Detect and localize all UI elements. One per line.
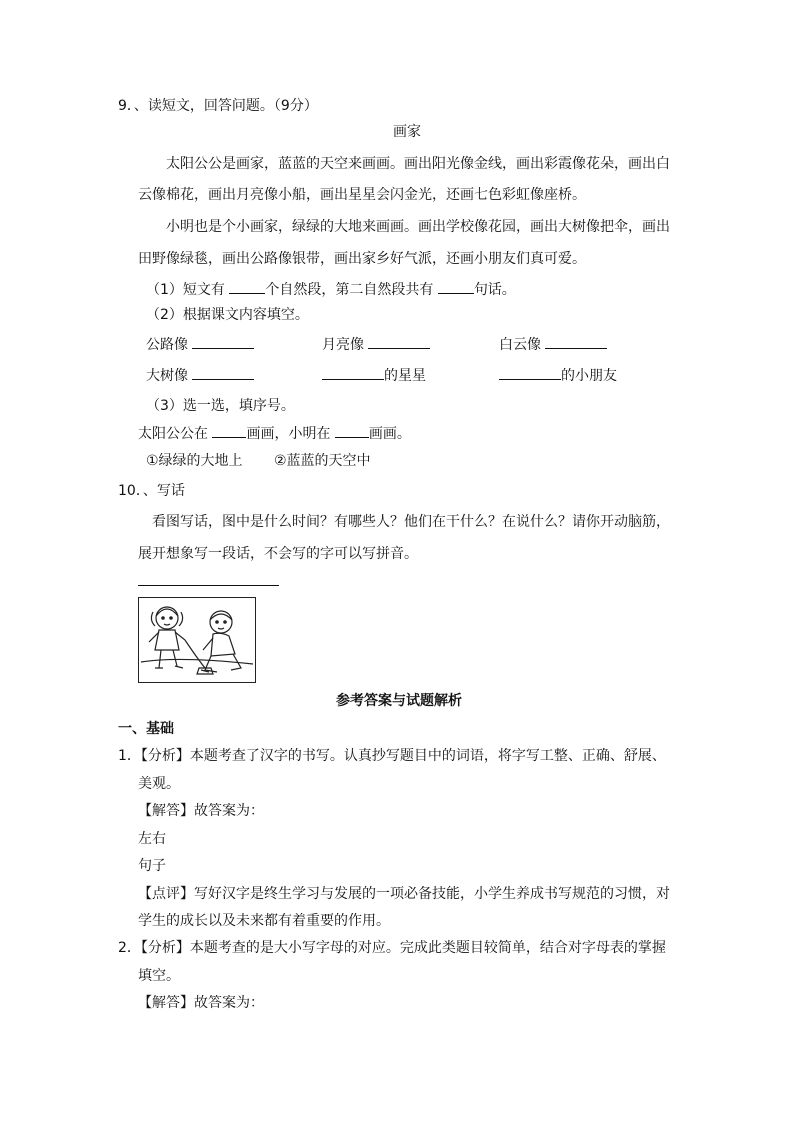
answer-1-analysis-line2: 美观。	[138, 776, 180, 792]
subquestion-2: （2）根据课文内容填空。	[146, 307, 309, 323]
option-1: ①绿绿的大地上	[146, 453, 243, 469]
question-9-heading: 9．、读短文，回答问题。（9分）	[118, 98, 318, 114]
fill-star	[322, 365, 426, 386]
fill-tree-label: 大树像	[146, 368, 193, 384]
question-10-heading: 10．、写话	[118, 483, 185, 499]
passage-title: 画家	[393, 124, 421, 140]
answer-blank[interactable]	[438, 279, 474, 294]
fill-kids	[499, 365, 617, 386]
question-10-line1: 看图写话，图中是什么时间？有哪些人？他们在干什么？在说什么？请你开动脑筋，	[152, 514, 670, 530]
fill-moon-label: 月亮像	[322, 337, 369, 353]
answers-title: 参考答案与试题解析	[336, 693, 462, 709]
fill-tree	[146, 365, 254, 386]
section-heading: 一、基础	[118, 721, 174, 737]
option-2: ②蓝蓝的天空中	[274, 453, 371, 469]
subquestion-1-text-c: 句话。	[473, 282, 516, 298]
fill-moon	[322, 334, 430, 355]
answer-1-comment-line2: 学生的成长以及未来都有着重要的作用。	[138, 913, 390, 929]
answer-blank[interactable]	[335, 423, 369, 438]
subquestion-3: （3）选一选，填序号。	[146, 398, 295, 414]
answer-blank[interactable]	[192, 334, 254, 349]
sub3-text-c: 画画。	[368, 426, 411, 442]
fill-road	[146, 334, 254, 355]
subquestion-1-text-b: 个自然段，第二自然段共有	[265, 282, 438, 298]
answer-2-analysis-line2: 填空。	[138, 968, 180, 984]
fill-road-label: 公路像	[146, 337, 193, 353]
subquestion-3-line	[138, 423, 411, 444]
passage-para2-line1: 小明也是个小画家，绿绿的大地来画画。画出学校像花园，画出大树像把伞，画出	[166, 219, 670, 235]
passage-para1-line2: 云像棉花，画出月亮像小船，画出星星会闪金光，还画七色彩虹像座桥。	[138, 187, 586, 203]
answer-blank[interactable]	[545, 334, 607, 349]
answer-1-word2: 句子	[138, 858, 166, 874]
sub3-text-a: 太阳公公在	[138, 426, 213, 442]
answer-1-comment-line1: 【点评】写好汉字是终生学习与发展的一项必备技能，小学生养成书写规范的习惯，对	[138, 886, 670, 902]
question-10-line2: 展开想象写一段话，不会写的字可以写拼音。	[138, 546, 418, 562]
answer-blank[interactable]	[212, 423, 246, 438]
subquestion-1-text-a: （1）短文有	[146, 282, 230, 298]
subquestion-1	[146, 279, 516, 300]
sub3-text-b: 画画，小明在	[246, 426, 335, 442]
answer-blank[interactable]	[229, 279, 265, 294]
passage-para2-line2: 田野像绿毯，画出公路像银带，画出家乡好气派，还画小朋友们真可爱。	[138, 251, 586, 267]
answer-1-analysis-line1: 1．【分析】本题考查了汉字的书写。认真抄写题目中的词语，将字写工整、正确、舒展、	[118, 748, 666, 764]
fill-cloud	[499, 334, 607, 355]
answer-1-solution: 【解答】故答案为：	[138, 803, 264, 819]
writing-line[interactable]	[138, 585, 279, 586]
answer-blank[interactable]	[192, 365, 254, 380]
answer-blank[interactable]	[368, 334, 430, 349]
answer-blank[interactable]	[322, 365, 384, 380]
illustration-drawing	[139, 598, 255, 682]
answer-1-word1: 左右	[138, 831, 166, 847]
answer-blank[interactable]	[499, 365, 561, 380]
answer-2-analysis-line1: 2．【分析】本题考查的是大小写字母的对应。完成此类题目较简单，结合对字母表的掌握	[118, 940, 666, 956]
answer-2-solution: 【解答】故答案为：	[138, 995, 264, 1011]
children-playing-illustration	[138, 597, 256, 683]
fill-kids-label: 的小朋友	[561, 368, 617, 384]
fill-star-label: 的星星	[384, 368, 426, 384]
fill-cloud-label: 白云像	[499, 337, 546, 353]
passage-para1-line1: 太阳公公是画家，蓝蓝的天空来画画。画出阳光像金线，画出彩霞像花朵，画出白	[166, 156, 670, 172]
